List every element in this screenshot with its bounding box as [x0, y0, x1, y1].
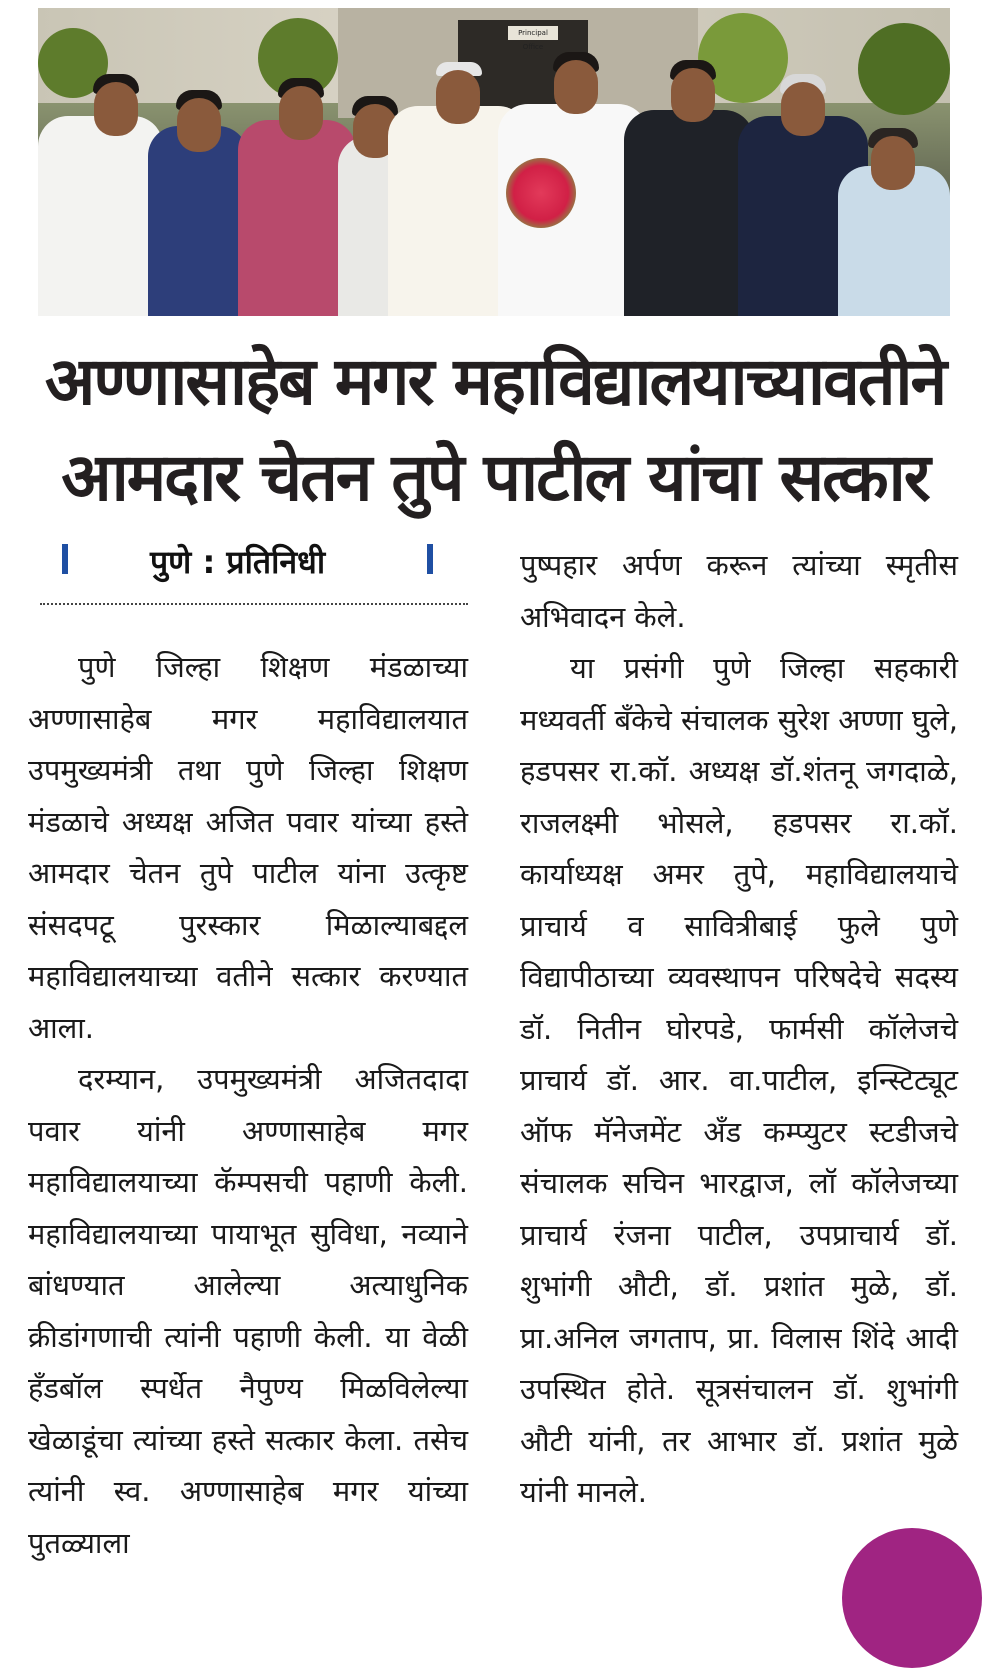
headline-line-2: आमदार चेतन तुपे पाटील यांचा सत्कार [61, 439, 929, 516]
article-photo [38, 8, 950, 316]
byline-right-bar [427, 544, 433, 574]
paragraph: दरम्यान, उपमुख्यमंत्री अजितदादा पवार यांनी अण्णासाहेब मगर महाविद्यालयाच्या कॅम्पसची पहाणी केली. महाविद्यालयाच्या पायाभूत सुविधा, नव्याने बांधण्यात आलेल्या अत्याधुनिक क्रीडांगणाची त्यांनी पहाणी केली. या वेळी हँडबॉल स्पर्धेत नैपुण्य मिळविलेल्या खेळाडूंचा त्यांच्या हस्ते सत्कार केला. तसेच त्यांनी स्व. अण्णासाहेब मगर यांच्या पुतळ्याला [28, 1062, 468, 1560]
byline-left-bar [62, 544, 68, 574]
paragraph: पुष्पहार अर्पण करून त्यांच्या स्मृतीस अभिवादन केले. [520, 548, 958, 634]
person [838, 106, 950, 316]
paragraph: या प्रसंगी पुणे जिल्हा सहकारी मध्यवर्ती बँकेचे संचालक सुरेश अण्णा घुले, हडपसर रा.कॉ. अध्यक्ष डॉ.शंतनू जगदाळे, राजलक्ष्मी भोसले, हडपसर रा.कॉ. कार्याध्यक्ष अमर तुपे, महाविद्यालयाचे प्राचार्य व सावित्रीबाई फुले पुणे विद्यापीठाच्या व्यवस्थापन परिषदेचे सदस्य डॉ. नितीन घोरपडे, फार्मसी कॉलेजचे प्राचार्य डॉ. आर. वा.पाटील, इन्स्टिट्यूट ऑफ मॅनेजमेंट अँड कम्प्युटर स्टडीजचे संचालक सचिन भारद्वाज, लॉ कॉलेजच्या प्राचार्य रंजना पाटील, उपप्राचार्य डॉ. शुभांगी औटी, डॉ. प्रशांत मुळे, डॉ. प्रा.अनिल जगताप, प्रा. विलास शिंदे आदी उपस्थित होते. सूत्रसंचालन डॉ. शुभांगी औटी यांनी, तर आभार डॉ. प्रशांत मुळे यांनी मानले. [520, 651, 958, 1509]
person [624, 44, 754, 316]
byline: पुणे : प्रतिनिधी [150, 543, 326, 581]
flower-bouquet [506, 158, 576, 228]
plant [858, 23, 950, 115]
byline-divider [40, 603, 468, 605]
paragraph: पुणे जिल्हा शिक्षण मंडळाच्या अण्णासाहेब मगर महाविद्यालयात उपमुख्यमंत्री तथा पुणे जिल्हा शिक्षण मंडळाचे अध्यक्ष अजित पवार यांच्या हस्ते आमदार चेतन तुपे पाटील यांना उत्कृष्ट संसदपटू पुरस्कार मिळाल्याबद्दल महाविद्यालयाच्या वतीने सत्कार करण्यात आला. [28, 650, 468, 1045]
person [148, 66, 248, 316]
article-column-2 [520, 540, 958, 1519]
corner-decoration [842, 1528, 982, 1668]
person [38, 56, 163, 316]
office-sign: Principal Office [508, 26, 558, 40]
headline-line-1: अण्णासाहेब मगर महाविद्यालयाच्यावतीने [44, 343, 946, 420]
article-column-1 [28, 642, 468, 1569]
